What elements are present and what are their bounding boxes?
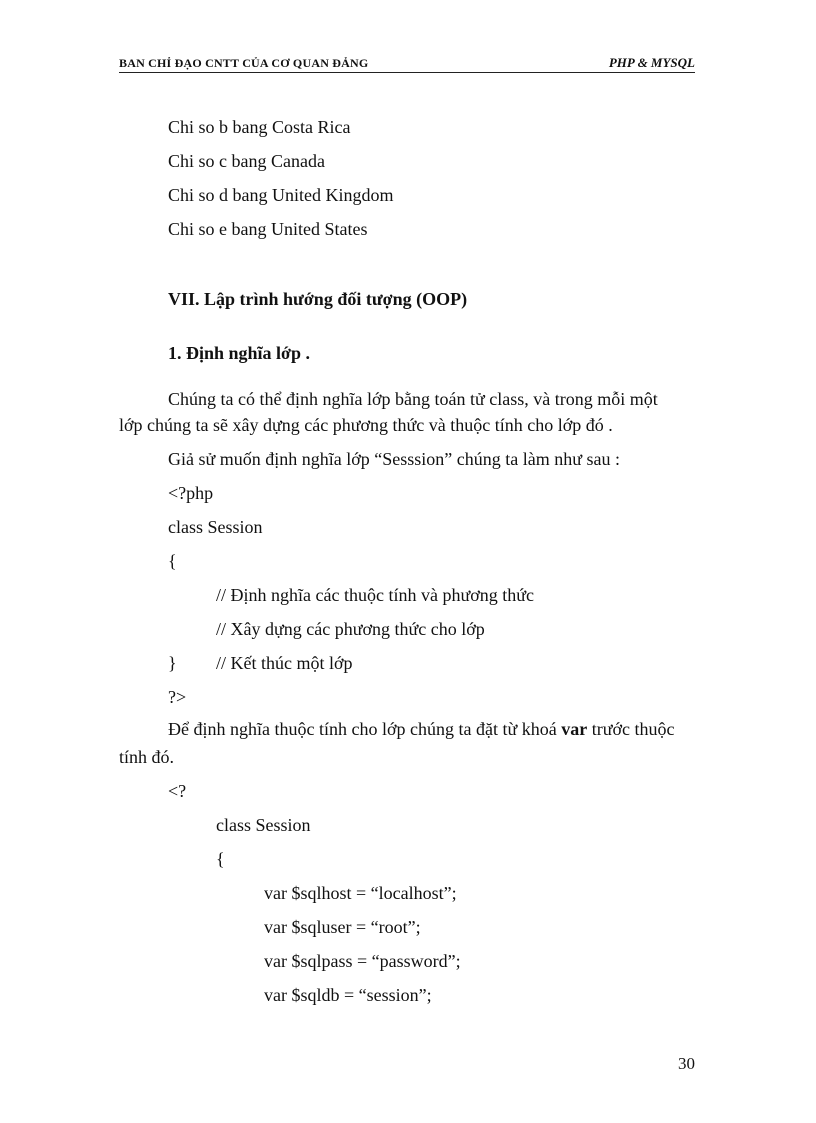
code-line: <?php <box>168 483 214 503</box>
text-line: Chi so b bang Costa Rica <box>168 117 351 137</box>
code-comment: // Kết thúc một lớp <box>216 653 353 673</box>
paragraph-line <box>168 718 674 740</box>
code-comment: // Xây dựng các phương thức cho lớp <box>216 619 485 639</box>
keyword-var: var <box>561 719 588 739</box>
paragraph-text: Để định nghĩa thuộc tính cho lớp chúng ta đặt từ khoá <box>168 719 562 739</box>
paragraph-line: Giả sử muốn định nghĩa lớp “Sesssion” chúng ta làm như sau : <box>168 449 620 469</box>
section-heading: VII. Lập trình hướng đối tượng (OOP) <box>168 289 468 309</box>
header-right-text: PHP & MYSQL <box>608 55 695 70</box>
code-line: var $sqluser = “root”; <box>264 917 421 937</box>
code-comment: // Định nghĩa các thuộc tính và phương thức <box>216 585 534 605</box>
paragraph-line: lớp chúng ta sẽ xây dựng các phương thức và thuộc tính cho lớp đó . <box>119 415 613 435</box>
code-line: { <box>216 849 225 869</box>
code-line: } <box>168 653 177 673</box>
text-line: Chi so e bang United States <box>168 219 368 239</box>
paragraph-line: tính đó. <box>119 747 175 767</box>
paragraph-line: Chúng ta có thể định nghĩa lớp bằng toán tử class, và trong mỗi một <box>168 389 658 409</box>
text-line: Chi so d bang United Kingdom <box>168 185 394 205</box>
paragraph-text: trước thuộc <box>587 719 675 739</box>
page-header <box>119 52 695 73</box>
code-line: class Session <box>168 517 263 537</box>
page-number: 30 <box>678 1054 695 1073</box>
text-line: Chi so c bang Canada <box>168 151 325 171</box>
code-line: { <box>168 551 177 571</box>
code-line: var $sqlhost = “localhost”; <box>264 883 457 903</box>
code-line: var $sqlpass = “password”; <box>264 951 461 971</box>
header-left-text: BAN CHỈ ĐẠO CNTT CỦA CƠ QUAN ĐẢNG <box>119 56 369 70</box>
code-line: var $sqldb = “session”; <box>264 985 432 1005</box>
subsection-heading: 1. Định nghĩa lớp . <box>168 343 311 363</box>
code-line: <? <box>168 781 187 801</box>
code-line: class Session <box>216 815 311 835</box>
code-line: ?> <box>168 687 187 707</box>
